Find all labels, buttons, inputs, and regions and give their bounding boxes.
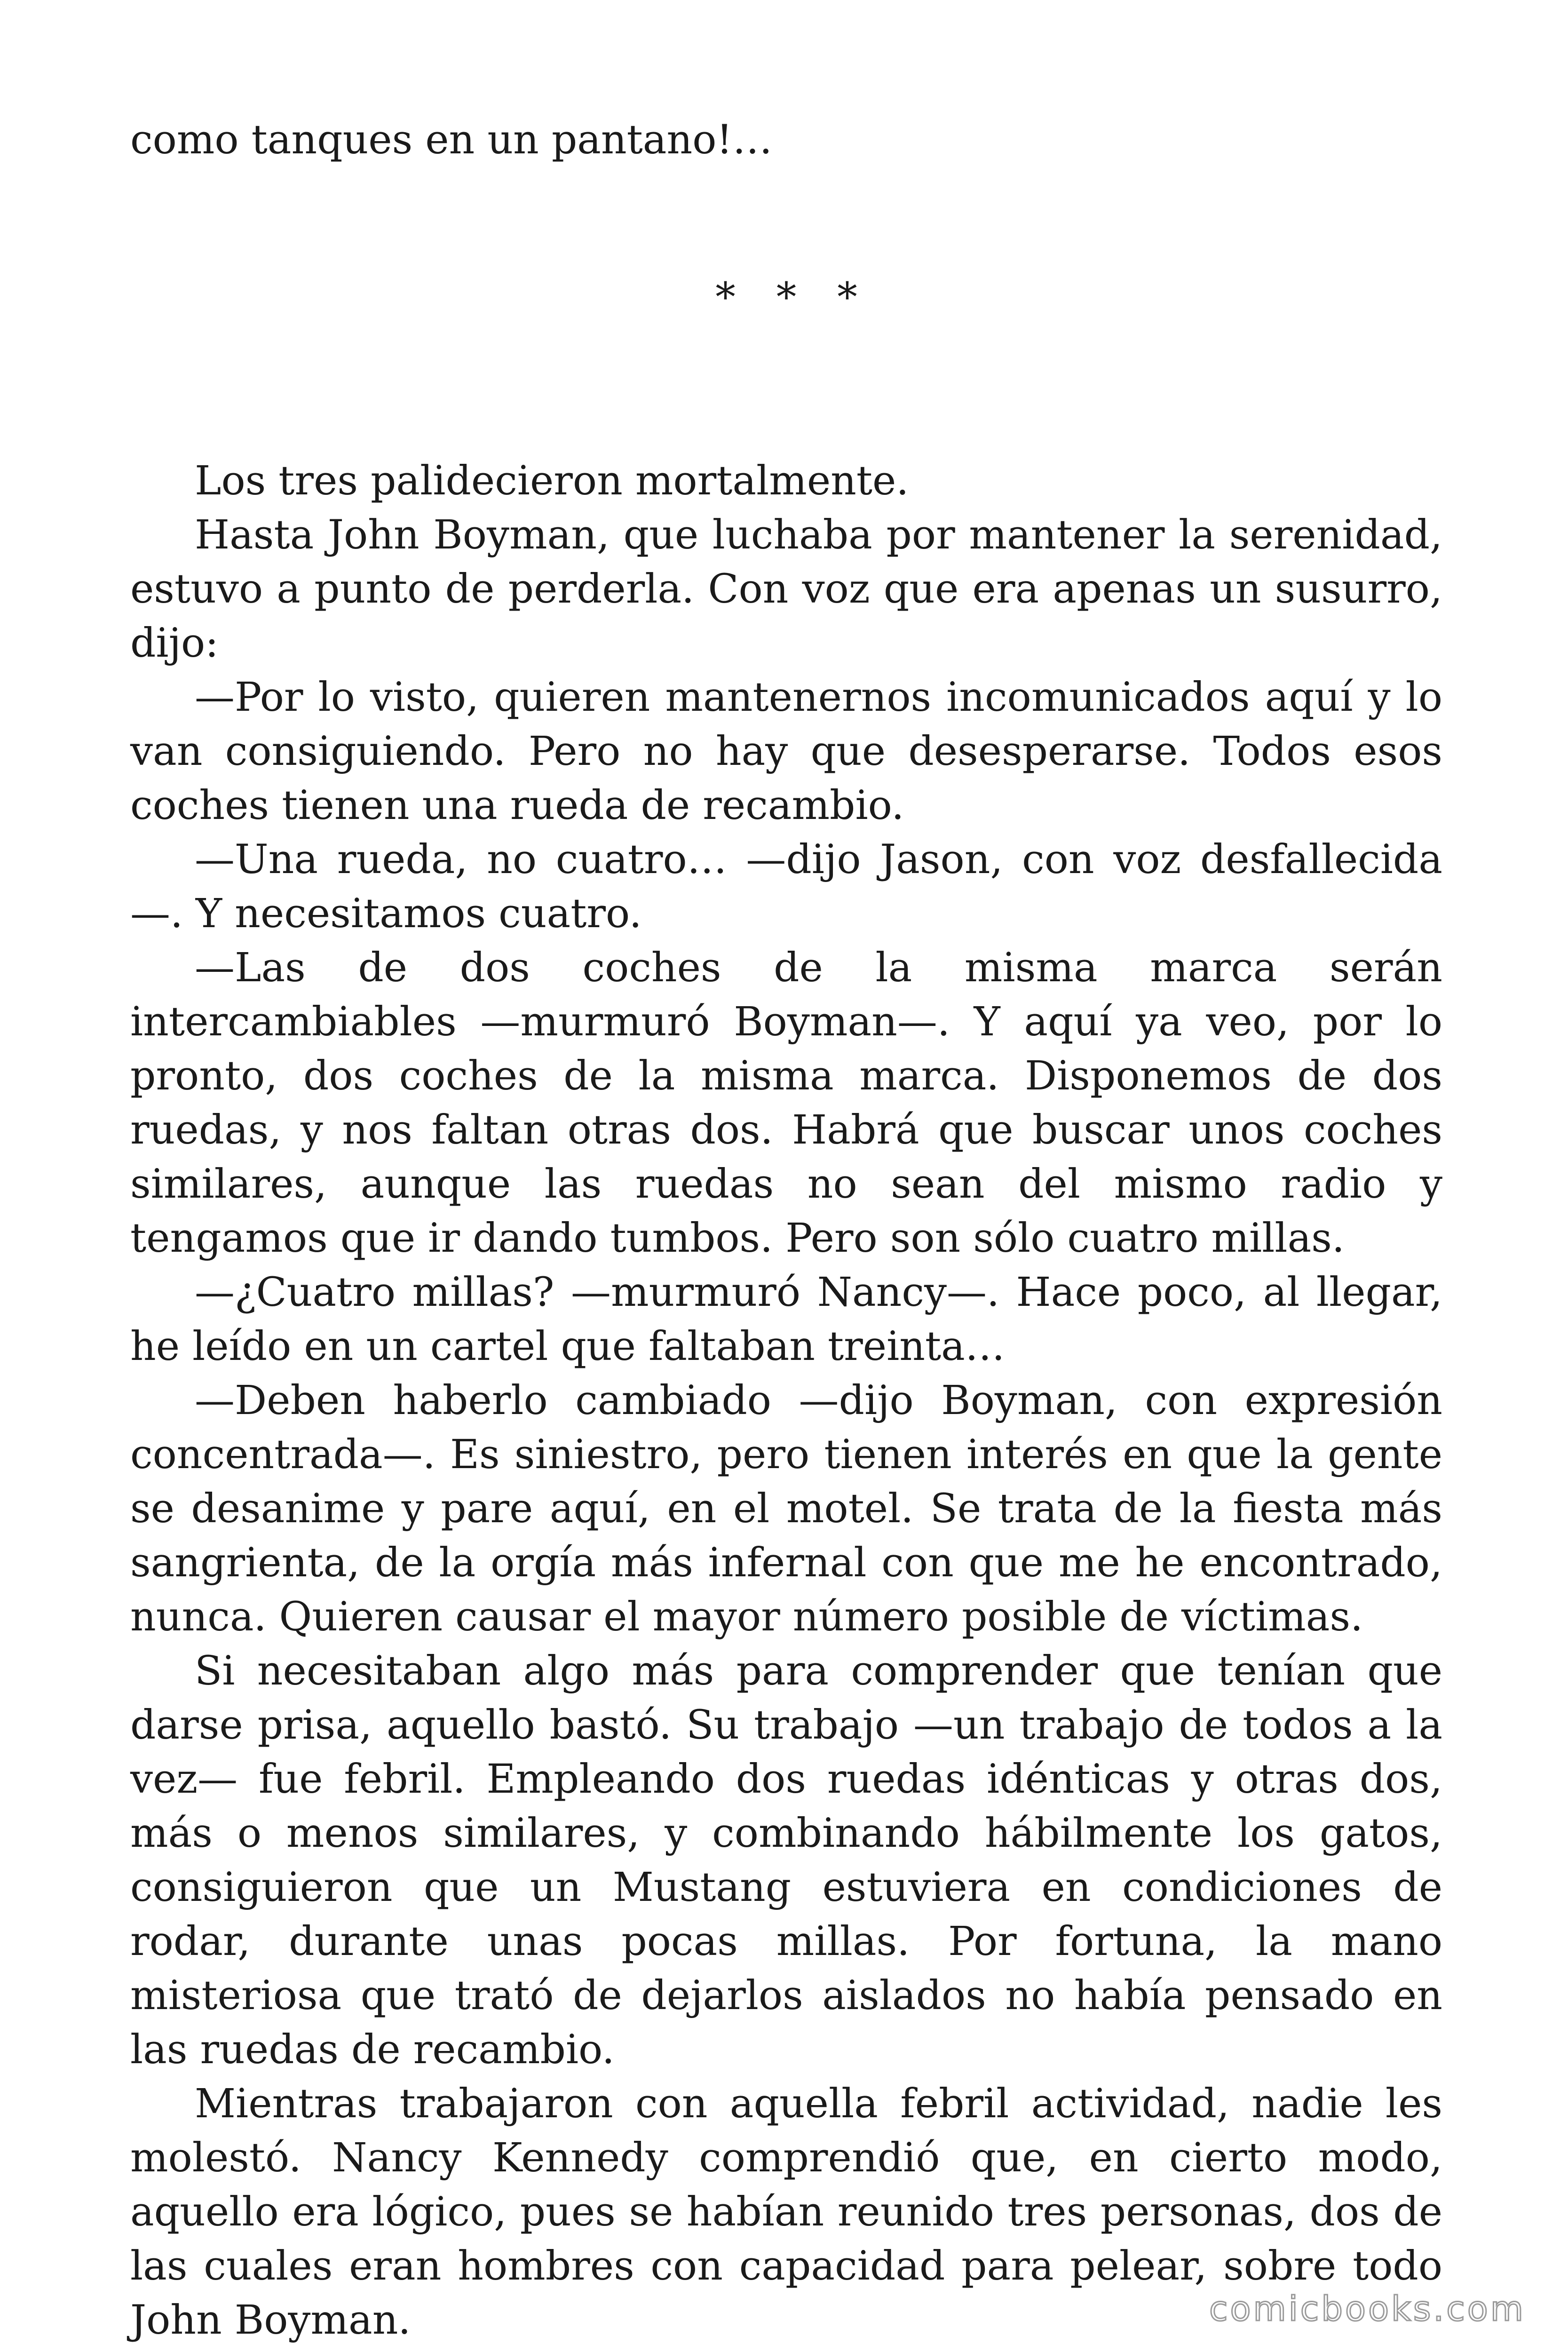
opening-text — [130, 113, 1442, 167]
paragraph: Mientras trabajaron con aquella febril actividad, nadie les molestó. Nancy Kennedy comprendió que, en cierto modo, aquello era lógico, pues se habían reunido tres personas, dos de las cuales eran hombres con capacidad para pelear, sobre todo John Boyman. — [130, 2081, 1442, 2344]
paragraph: Hasta John Boyman, que luchaba por mantener la serenidad, estuvo a punto de perderla. Con voz que era apenas un susurro, dijo: — [130, 512, 1442, 667]
section-separator: * * * — [715, 274, 871, 321]
paragraph: Los tres palidecieron mortalmente. — [195, 458, 909, 504]
watermark: comicbooks.com — [1209, 2289, 1526, 2328]
paragraph: —Una rueda, no cuatro… —dijo Jason, con voz desfallecida—. Y necesitamos cuatro. — [130, 836, 1442, 937]
paragraph: —Deben haberlo cambiado —dijo Boyman, con expresión concentrada—. Es siniestro, pero tienen interés en que la gente se desanime y pare aquí, en el motel. Se trata de la fiesta más sangrienta, de la orgía más infernal con que me he encontrado, nunca. Quieren causar el mayor número posible de víctimas. — [130, 1377, 1442, 1640]
paragraph: —Las de dos coches de la misma marca serán intercambiables —murmuró Boyman—. Y aquí ya veo, por lo pronto, dos coches de la misma marca. Disponemos de dos ruedas, y nos faltan otras dos. Habrá que buscar unos coches similares, aunque las ruedas no sean del mismo radio y tengamos que ir dando tumbos. Pero son sólo cuatro millas. — [130, 945, 1442, 1262]
opening-line: como tanques en un pantano!… — [130, 117, 773, 163]
body-text — [130, 454, 1442, 2347]
paragraph: —Por lo visto, quieren mantenernos incomunicados aquí y lo van consiguiendo. Pero no hay que desesperarse. Todos esos coches tienen una rueda de recambio. — [130, 674, 1442, 829]
paragraph: —¿Cuatro millas? —murmuró Nancy—. Hace poco, al llegar, he leído en un cartel que faltaban treinta… — [130, 1269, 1442, 1370]
paragraph: Si necesitaban algo más para comprender que tenían que darse prisa, aquello bastó. Su trabajo —un trabajo de todos a la vez— fue febril. Empleando dos ruedas idénticas y otras dos, más o menos similares, y combinando hábilmente los gatos, consiguieron que un Mustang estuviera en condiciones de rodar, durante unas pocas millas. Por fortuna, la mano misteriosa que trató de dejarlos aislados no había pensado en las ruedas de recambio. — [130, 1648, 1442, 2073]
book-page — [130, 113, 1442, 2347]
